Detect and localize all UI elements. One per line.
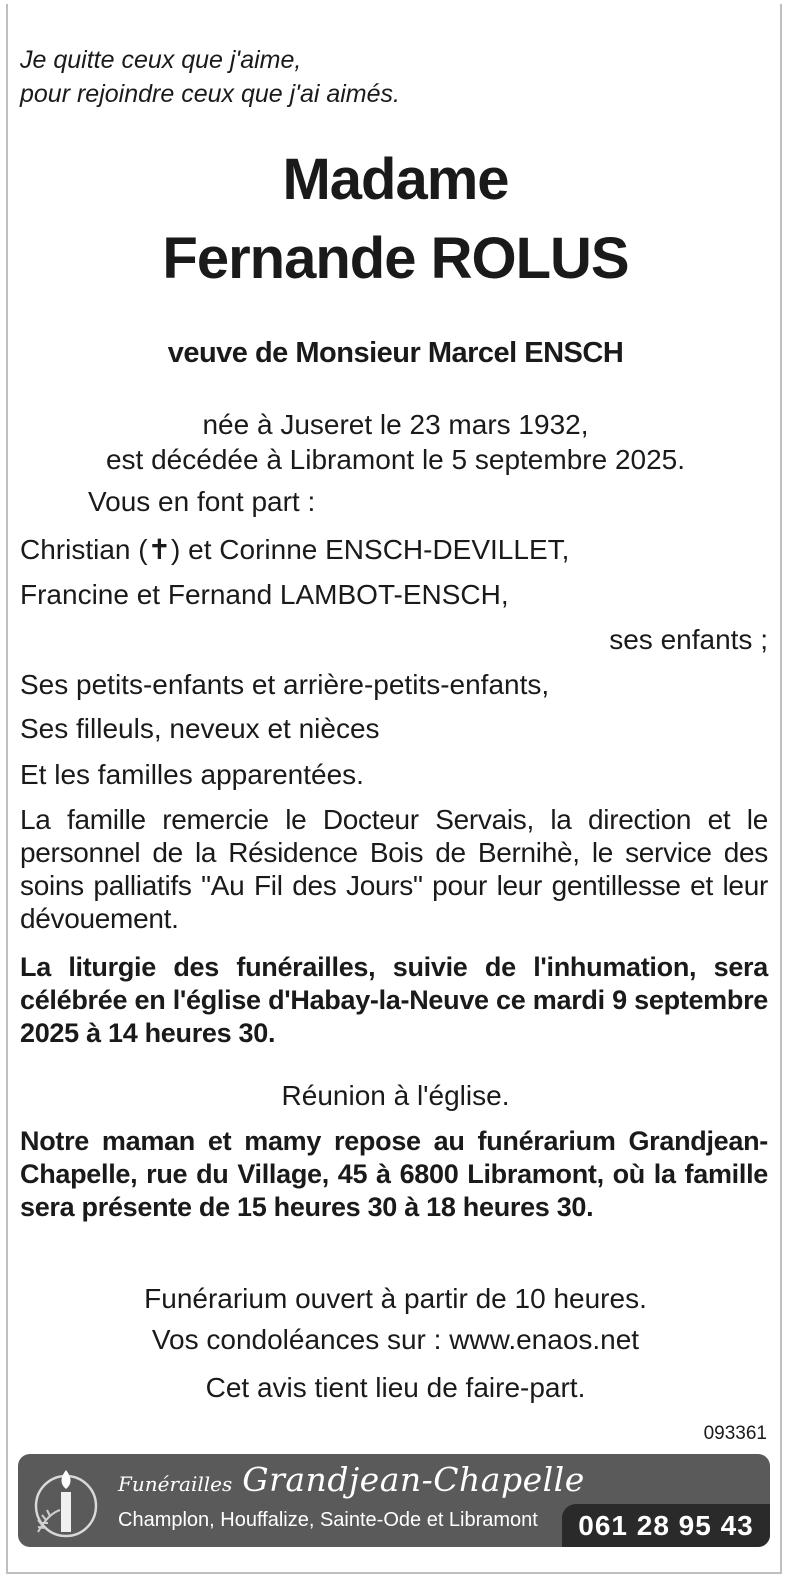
family-relatives: Et les familles apparentées. <box>20 759 364 790</box>
funeral-home-banner <box>18 1454 770 1547</box>
reference-number: 093361 <box>703 1423 767 1444</box>
funeral-home-phone: 061 28 95 43 <box>562 1504 770 1547</box>
family-children-2: Francine et Fernand LAMBOT-ENSCH, <box>20 579 509 610</box>
funeral-home-title: Grandjean-Chapelle <box>242 1460 585 1499</box>
family-godchildren: Ses filleuls, neveux et nièces <box>20 713 380 744</box>
family-grandchildren: Ses petits-enfants et arrière-petits-enfants, <box>20 669 550 700</box>
repose-paragraph: Notre maman et mamy repose au funérarium Grandjean-Chapelle, rue du Village, 45 à 6800 Libramont, où la famille sera présente de 15 heures 30 à 18 heures 30. <box>20 1126 768 1222</box>
funeral-home-towns: Champlon, Houffalize, Sainte-Ode et Libramont <box>118 1509 538 1531</box>
subtitle-widow: veuve de Monsieur Marcel ENSCH <box>167 337 624 369</box>
faire-part-line: Cet avis tient lieu de faire-part. <box>205 1372 586 1403</box>
thanks-paragraph: La famille remercie le Docteur Servais, la direction et le personnel de la Résidence Bois de Bernihè, le service des soins palliatifs "Au Fil des Jours" pour leur gentillesse et leur dévouement. <box>20 804 768 934</box>
funeral-home-prefix: Funérailles <box>118 1472 233 1496</box>
family-children-1: Christian (✝) et Corinne ENSCH-DEVILLET, <box>20 534 570 565</box>
funerarium-hours: Funérarium ouvert à partir de 10 heures. <box>144 1283 647 1314</box>
condolences-line: Vos condoléances sur : www.enaos.net <box>151 1324 640 1355</box>
title-name: Fernande ROLUS <box>162 226 629 291</box>
title-madame: Madame <box>282 147 509 212</box>
candle-wheat-icon <box>26 1462 106 1542</box>
funeral-home-name <box>118 1460 585 1499</box>
quote-line-2: pour rejoindre ceux que j'ai aimés. <box>20 80 400 108</box>
announce-line: Vous en font part : <box>88 486 316 517</box>
meeting-line: Réunion à l'église. <box>281 1080 510 1111</box>
liturgy-paragraph: La liturgie des funérailles, suivie de l'inhumation, sera célébrée en l'église d'Habay-la-Neuve ce mardi 9 septembre 2025 à 14 heures 30. <box>20 952 768 1048</box>
birth-line: née à Juseret le 23 mars 1932, <box>202 409 589 440</box>
quote-line-1: Je quitte ceux que j'aime, <box>20 46 302 74</box>
children-label: ses enfants ; <box>609 624 768 655</box>
death-line: est décédée à Libramont le 5 septembre 2025. <box>105 444 686 475</box>
